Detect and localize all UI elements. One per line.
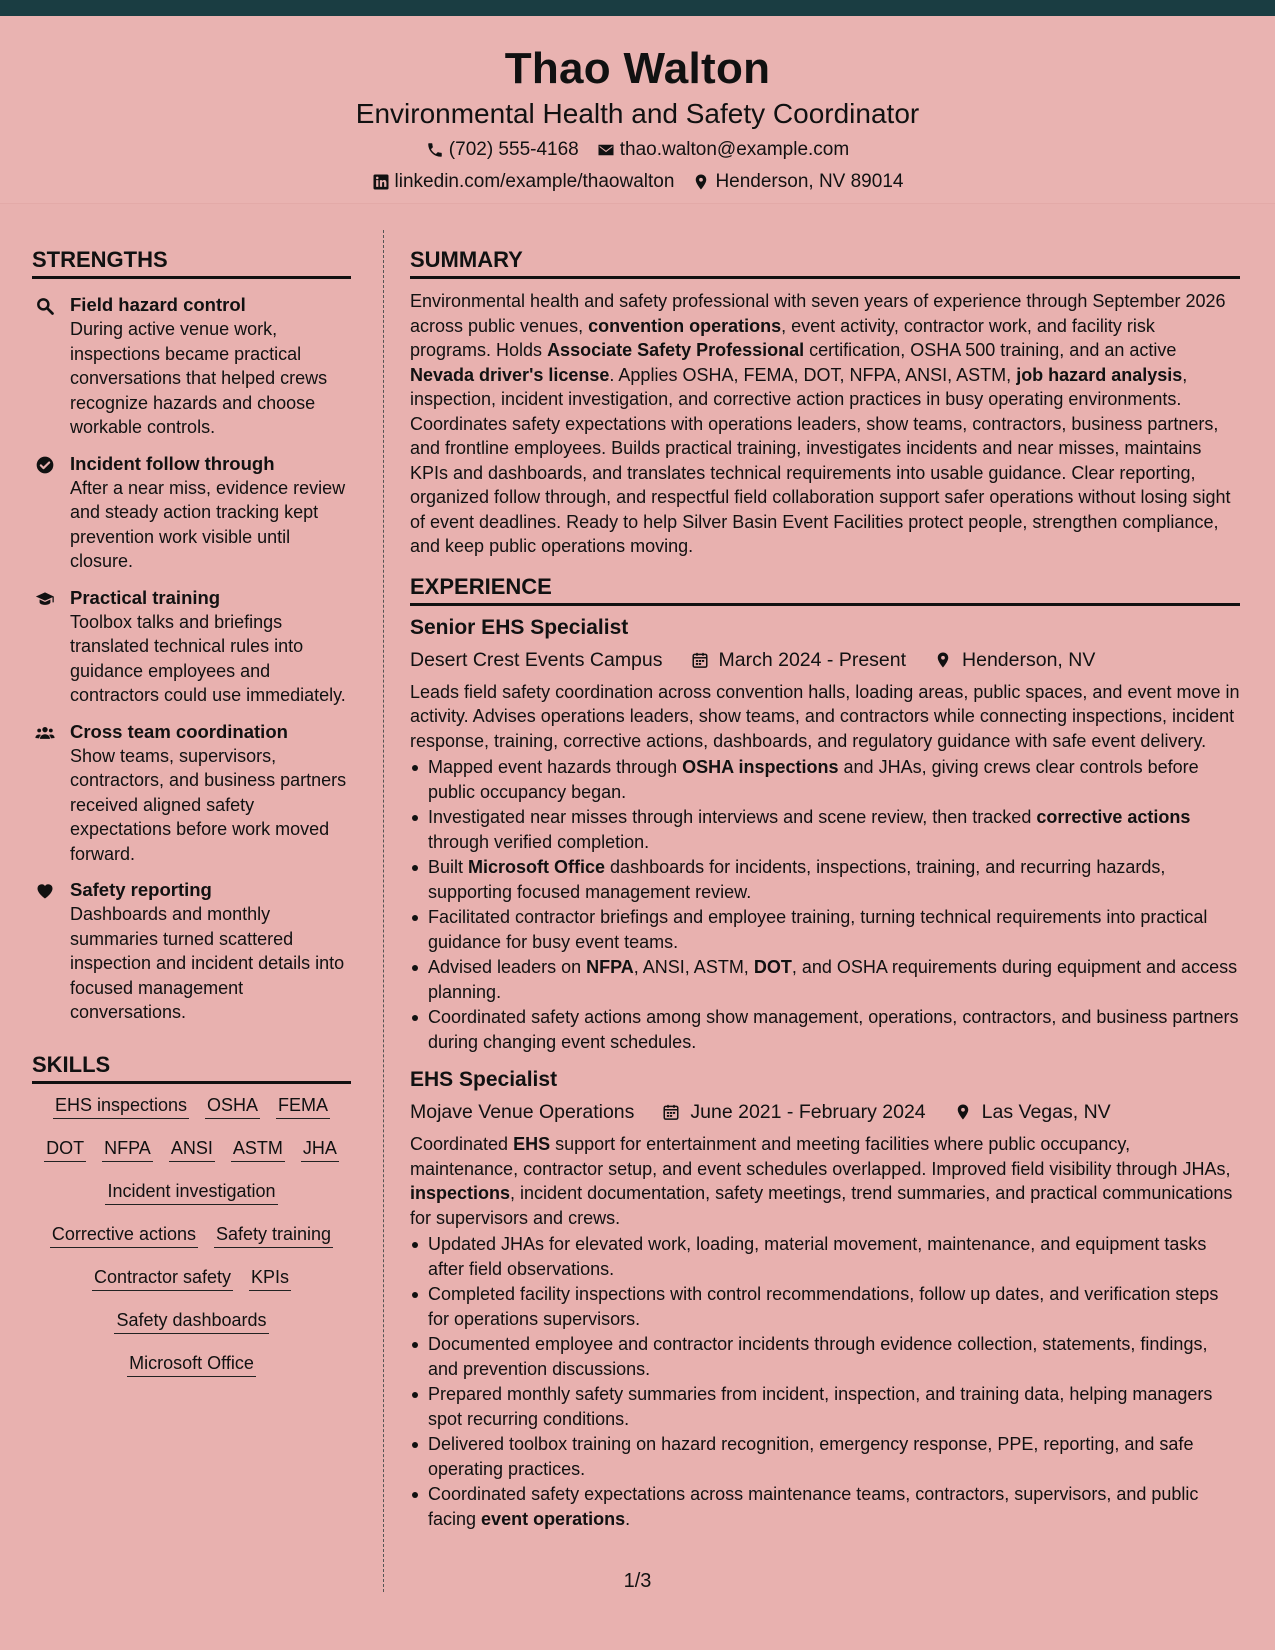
strength-item (32, 586, 351, 708)
skills-row (32, 1223, 351, 1248)
text-run: Leads field safety coordination across convention halls, loading areas, public spaces, and event move in activity. Advises operations leaders, show teams, and contractors while connecting inspections, incident response, training, corrective actions, dashboards, and regulatory guidance with safe event delivery. (410, 681, 1240, 751)
job-bullets (410, 1232, 1240, 1531)
strength-item (32, 452, 351, 574)
skill-tag: NFPA (102, 1137, 153, 1162)
right-column (410, 246, 1240, 1532)
text-run: Documented employee and contractor incidents through evidence collection, statements, findings, and prevention discussions. (428, 1334, 1208, 1379)
strength-title: Safety reporting (70, 879, 212, 900)
text-run: Built (428, 857, 469, 877)
company-name: Desert Crest Events Campus (410, 648, 663, 671)
text-run: Coordinated safety actions among show management, operations, contractors, and business partners during changing event schedules. (428, 1007, 1239, 1052)
skills-row (32, 1266, 351, 1291)
candidate-title: Environmental Health and Safety Coordinator (355, 98, 920, 129)
linkedin-contact[interactable] (372, 168, 675, 196)
strengths-heading: STRENGTHS (32, 246, 351, 279)
skills-list (32, 1094, 351, 1377)
check-circle-icon (32, 452, 58, 574)
location-contact (692, 168, 903, 196)
skill-tag: EHS inspections (53, 1094, 189, 1119)
skill-tag: FEMA (276, 1094, 330, 1119)
linkedin-text: linkedin.com/example/thaowalton (394, 171, 675, 192)
experience-entry (410, 1066, 1240, 1531)
company-name: Mojave Venue Operations (410, 1101, 635, 1123)
strength-item (32, 878, 351, 1025)
bullet-item (410, 1332, 1240, 1381)
map-pin-icon (934, 651, 952, 669)
page-number: 1/3 (623, 1570, 652, 1592)
text-run: , and OSHA requirements during equipment and access planning. (428, 957, 1238, 1002)
skill-tag: OSHA (205, 1094, 260, 1119)
left-column (32, 246, 351, 1395)
skill-tag: ANSI (169, 1137, 215, 1162)
strengths-list (32, 293, 351, 1025)
strength-description: During active venue work, inspections became practical conversations that helped crews recognize hazards and choose workable controls. (70, 319, 328, 437)
text-run: Facilitated contractor briefings and employee training, turning technical requirements into practical guidance for busy event teams. (428, 907, 1208, 952)
text-run: dashboards for incidents, inspections, training, and recurring hazards, supporting focused management review. (428, 857, 1166, 902)
calendar-icon (691, 651, 709, 669)
text-run: , inspection, incident investigation, and corrective action practices in busy operating environments. Coordinates safety expectations with operations leaders, show teams, contractors, business partners, and frontline employees. Builds practical training, investigates incidents and near misses, maintains KPIs and dashboards, and translates technical requirements into usable guidance. Clear reporting, organized follow through, and respectful field collaboration support safer operations without losing sight of event deadlines. Ready to help Silver Basin Event Facilities protect people, strengthen compliance, and keep public operations moving. (410, 364, 1231, 556)
job-meta (410, 1098, 1240, 1126)
bullet-item (410, 805, 1240, 854)
skill-tag: Corrective actions (50, 1223, 198, 1248)
map-pin-icon (692, 173, 710, 191)
job-meta (410, 646, 1240, 674)
bullet-item (410, 1282, 1240, 1331)
bold-text: corrective actions (1036, 807, 1191, 827)
experience-list (410, 614, 1240, 1532)
bold-text: NFPA (586, 957, 634, 977)
job-description (410, 680, 1240, 754)
skill-tag: Contractor safety (92, 1266, 233, 1291)
bullet-item (410, 955, 1240, 1004)
text-run: Mapped event hazards through (428, 757, 683, 777)
strength-title: Incident follow through (70, 452, 275, 474)
phone-contact[interactable] (426, 136, 579, 164)
text-run: Advised leaders on (428, 957, 587, 977)
skills-row (32, 1094, 351, 1119)
email-text: thao.walton@example.com (619, 139, 850, 160)
skill-tag: ASTM (231, 1137, 285, 1162)
text-run: Delivered toolbox training on hazard recognition, emergency response, PPE, reporting, and safe operating practices. (428, 1434, 1194, 1479)
skill-tag: DOT (44, 1137, 86, 1162)
graduation-cap-icon (32, 586, 58, 708)
strength-item (32, 293, 351, 440)
contact-row-1 (0, 136, 1275, 164)
strength-title: Field hazard control (70, 294, 246, 315)
column-divider (383, 230, 384, 1592)
strength-description: After a near miss, evidence review and steady action tracking kept prevention work visible until closure. (70, 477, 346, 571)
text-run: and JHAs, giving crews clear controls before public occupancy began. (428, 757, 1199, 802)
skill-tag: KPIs (249, 1266, 291, 1291)
bold-text: DOT (753, 957, 792, 977)
text-run: Investigated near misses through interviews and scene review, then tracked (428, 807, 1037, 827)
job-dates: June 2021 - February 2024 (690, 1101, 926, 1123)
bold-text: OSHA inspections (682, 757, 839, 777)
text-run: Coordinated safety expectations across maintenance teams, contractors, supervisors, and public facing (428, 1484, 1199, 1529)
bold-text: Nevada driver's license (410, 364, 610, 385)
strength-title: Practical training (70, 586, 221, 608)
envelope-icon (597, 141, 615, 159)
job-location: Henderson, NV (962, 648, 1096, 671)
bold-text: Associate Safety Professional (547, 340, 805, 360)
text-run: through verified completion. (428, 831, 650, 852)
job-title: EHS Specialist (410, 1068, 558, 1091)
search-icon (32, 293, 58, 440)
strength-item (32, 720, 351, 867)
experience-entry (410, 614, 1240, 1055)
top-accent-bar (0, 0, 1275, 16)
skills-row (32, 1137, 351, 1162)
resume-header (0, 16, 1275, 204)
strength-description: Show teams, supervisors, contractors, and business partners received aligned safety expectations before work moved forward. (70, 745, 347, 864)
text-run: , incident documentation, safety meetings, trend summaries, and practical communications for supervisors and crews. (410, 1183, 1233, 1228)
map-pin-icon (954, 1103, 972, 1121)
bold-text: EHS (513, 1134, 551, 1154)
text-run: Prepared monthly safety summaries from incident, inspection, and training data, helping managers spot recurring conditions. (428, 1384, 1213, 1429)
text-run: Updated JHAs for elevated work, loading, material movement, maintenance, and equipment tasks after field observations. (428, 1234, 1207, 1279)
text-run: support for entertainment and meeting facilities where public occupancy, maintenance, contractor setup, and event schedules overlapped. Improved field visibility through JHAs, (410, 1134, 1231, 1179)
heart-icon (32, 878, 58, 1025)
text-run: Completed facility inspections with control recommendations, follow up dates, and verification steps for operations supervisors. (428, 1284, 1219, 1329)
bullet-item (410, 1005, 1240, 1054)
bullet-item (410, 855, 1240, 904)
bold-text: convention operations (588, 315, 782, 336)
text-run: Environmental health and safety professional with seven years of experience through September 2026 across public venues, (410, 291, 1226, 336)
contact-row-2 (0, 168, 1275, 196)
skill-tag: Safety training (214, 1223, 333, 1248)
candidate-name: Thao Walton (504, 44, 771, 93)
location-text: Henderson, NV 89014 (715, 171, 904, 192)
job-dates: March 2024 - Present (718, 648, 907, 671)
bullet-item (410, 1382, 1240, 1431)
email-contact[interactable] (597, 136, 849, 164)
bullet-item (410, 755, 1240, 804)
linkedin-icon (372, 173, 390, 191)
bold-text: event operations (481, 1508, 626, 1529)
experience-heading: EXPERIENCE (410, 573, 1240, 606)
text-run: certification, OSHA 500 training, and an active (804, 340, 1177, 360)
skills-heading: SKILLS (32, 1051, 351, 1084)
bold-text: Microsoft Office (468, 857, 606, 877)
phone-text: (702) 555-4168 (448, 139, 579, 160)
bullet-item (410, 1232, 1240, 1281)
strength-title: Cross team coordination (70, 720, 288, 742)
strength-description: Dashboards and monthly summaries turned scattered inspection and incident details into focused management conversations. (70, 904, 345, 1022)
calendar-icon (662, 1103, 680, 1121)
text-run: , event activity, contractor work, and facility risk programs. Holds (410, 315, 1155, 360)
skills-row (32, 1309, 351, 1334)
users-icon (32, 720, 58, 867)
bullet-item (410, 1482, 1240, 1531)
text-run: . (625, 1508, 631, 1529)
skills-row (32, 1352, 351, 1377)
summary-heading: SUMMARY (410, 246, 1240, 279)
job-location: Las Vegas, NV (981, 1101, 1111, 1123)
skill-tag: Incident investigation (105, 1180, 277, 1205)
bold-text: job hazard analysis (1016, 364, 1183, 385)
strength-description: Toolbox talks and briefings translated technical rules into guidance employees and contractors could use immediately. (70, 611, 346, 705)
phone-icon (426, 141, 444, 159)
skill-tag: Safety dashboards (114, 1309, 268, 1334)
text-run: . Applies OSHA, FEMA, DOT, NFPA, ANSI, ASTM, (609, 364, 1017, 385)
job-description (410, 1132, 1240, 1230)
skill-tag: Microsoft Office (127, 1352, 256, 1377)
bullet-item (410, 1432, 1240, 1481)
text-run: , ANSI, ASTM, (633, 957, 754, 977)
bullet-item (410, 905, 1240, 954)
bold-text: inspections (410, 1183, 511, 1203)
summary-text (410, 289, 1240, 559)
skills-row (32, 1180, 351, 1205)
text-run: Coordinated (410, 1134, 514, 1154)
job-bullets (410, 755, 1240, 1054)
skill-tag: JHA (301, 1137, 339, 1162)
job-title: Senior EHS Specialist (410, 615, 629, 639)
